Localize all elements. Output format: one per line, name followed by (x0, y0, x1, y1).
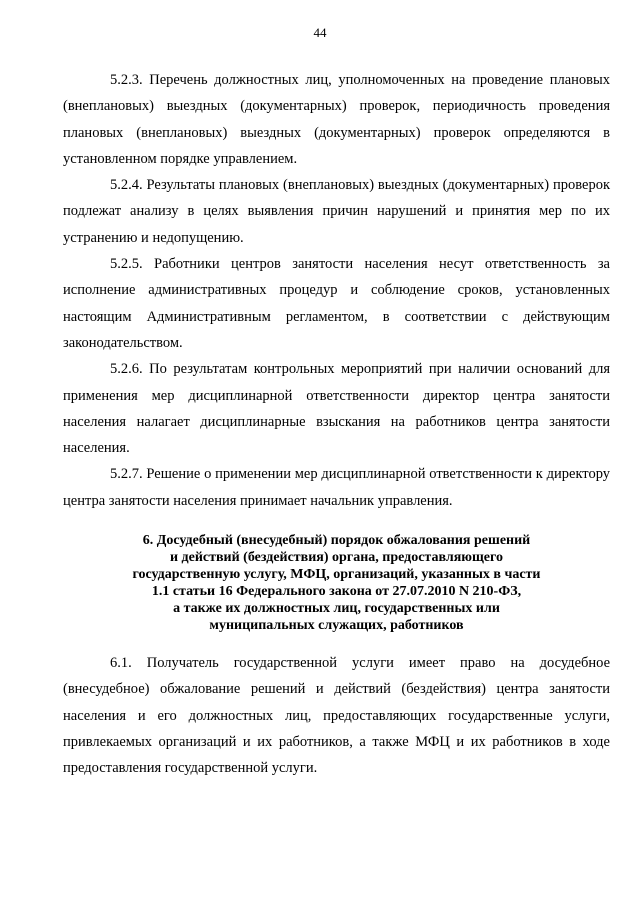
paragraph-5-2-7: 5.2.7. Решение о применении мер дисциплинарной ответственности к директору центра занятости населения принимает начальник управления. (63, 466, 610, 509)
section-heading-line: государственную услугу, МФЦ, организаций, указанных в части (132, 567, 541, 583)
section-heading-line: муниципальных служащих, работников (209, 618, 464, 634)
section-heading-line: и действий (бездействия) органа, предоставляющего (169, 550, 504, 566)
paragraph-6-1: 6.1. Получатель государственной услуги имеет право на досудебное (внесудебное) обжалование решений и действий (бездействия) центра занятости населения и его должностных лиц, предоставляющих государственные услуги, привлекаемых организаций и их работников, а также МФЦ и их работников в ходе предоставления государственной услуги. (63, 655, 610, 777)
section-heading-line: а также их должностных лиц, государственных или (173, 601, 500, 617)
paragraph-5-2-6: 5.2.6. По результатам контрольных мероприятий при наличии оснований для применения мер дисциплинарной ответственности директор центра занятости населения налагает дисциплинарные взыскания на работников центра занятости населения. (63, 361, 610, 457)
paragraph-5-2-5: 5.2.5. Работники центров занятости населения несут ответственность за исполнение административных процедур и соблюдение сроков, установленных настоящим Административным регламентом, в соответствии с действующим законодательством. (63, 256, 610, 351)
page-number: 44 (313, 25, 327, 40)
paragraph-5-2-3: 5.2.3. Перечень должностных лиц, уполномоченных на проведение плановых (внеплановых) выездных (документарных) проверок, периодичность проведения плановых (внеплановых) выездных (документарных) проверок определяются в установленном порядке управлением. (63, 72, 610, 167)
section-6-heading (63, 532, 610, 634)
section-heading-line: 1.1 статьи 16 Федерального закона от 27.07.2010 N 210-ФЗ, (151, 584, 522, 600)
paragraph-5-2-4: 5.2.4. Результаты плановых (внеплановых) выездных (документарных) проверок подлежат анализу в целях выявления причин нарушений и принятия мер по их устранению и недопущению. (63, 177, 610, 246)
document-body (63, 67, 610, 782)
section-heading-line: 6. Досудебный (внесудебный) порядок обжалования решений (142, 533, 531, 549)
